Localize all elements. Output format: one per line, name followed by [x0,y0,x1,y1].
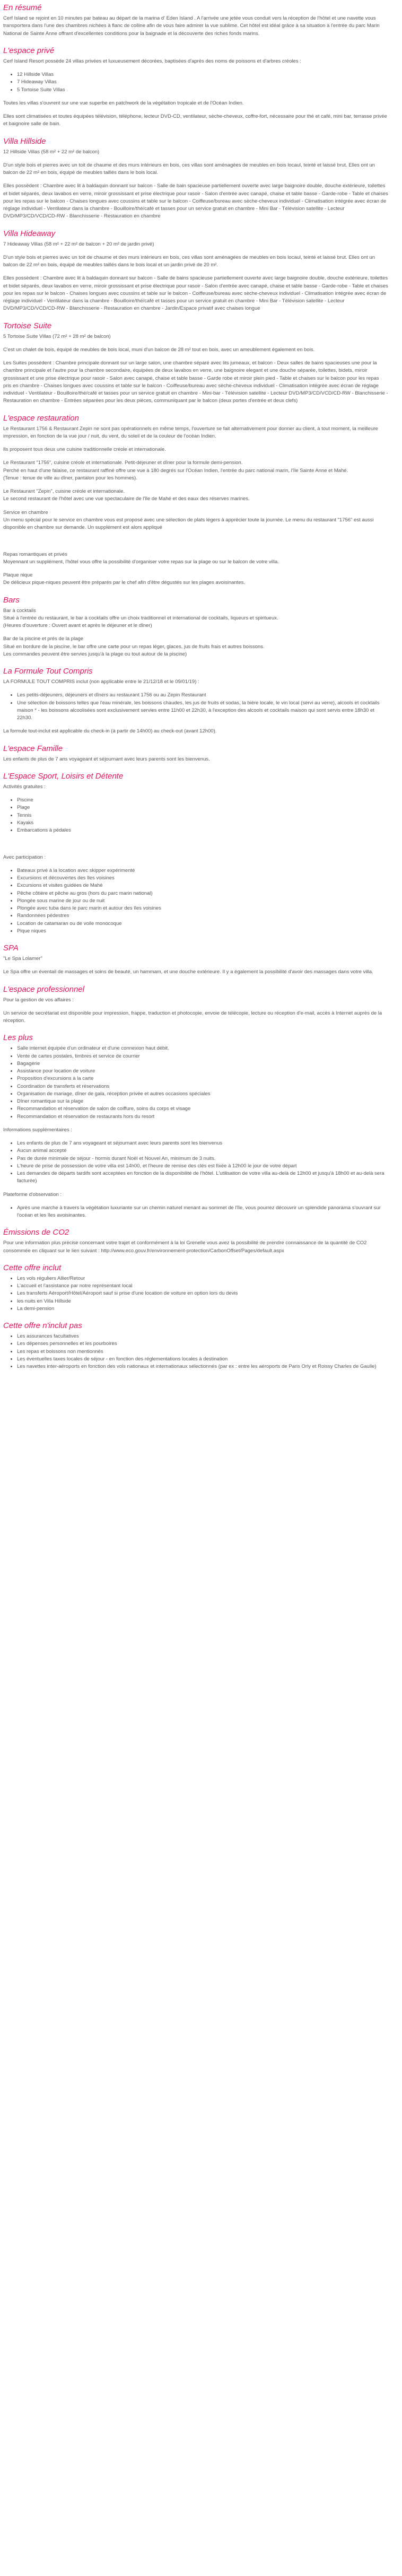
section-heading-sport: L'Espace Sport, Loisirs et Détente [3,771,124,781]
list-item: • Les repas et boissons non mentionnés [17,1348,388,1356]
list-item: • Kayaks [17,819,388,827]
section-heading-co2: Émissions de CO2 [3,1228,69,1237]
list-item: • Proposition d'excursions à la carte [17,1075,388,1082]
paragraph: Plateforme d'observation : [3,1191,62,1198]
paragraph: Service en chambre Un menu spécial pour le service en chambre vous est proposé avec une sélection de plats légers à apprécier toute la journée. Le menu du restaurant "1756" est aussi disponible en chambre sur demande. Un supplément est alors appliqué [3,509,374,530]
paragraph: D'un style bois et pierres avec un toit de chaume et des murs intérieurs en bois, ces villas sont aménagées de meubles en bois locaul, teinté et laissé brut. Elles ont un balcon de 22 m² en bois, équipé de meubles taillés dans le bois local. [3,162,375,176]
list-item: • Les petits-déjeuners, déjeuners et dîners au restaurant 1756 ou au Zepin Restaurant [17,692,388,699]
paragraph: Cerf Island Resort possède 24 villas privées et luxueusement décorées, baptisées d'après des noms de poissons et d'arbres créoles : [3,58,301,64]
list-item: • Une sélection de boissons telles que l'eau minérale, les boissons chaudes, les jus de fruits et sodas, la bière locale, le vin local (servi au verre), alcools et cocktails maison * - les boissons alcoolisées sont exclusivement servies entre 11h00 et 22h30, à l'exception des alcools et cocktails maison qui sont servis entre 18h30 et 22h30. [17,700,388,722]
paragraph: 7 Hideaway Villas (58 m² + 22 m² de balcon + 20 m² de jardin privé) [3,241,154,247]
paragraph: "Le Spa Lolamer" [3,956,42,962]
section-heading-plus: Les plus [3,1033,33,1043]
paragraph: Elles possèdent : Chambre avec lit à baldaquin donnant sur balcon - Salle de bains spacieuse partiellement ouverte avec large baignoire double, douche extérieure, toilettes et bidet séparés, deux lavabos en verre, miroir grossissant et prise électrique pour rasoir - Salon d'entrée avec canapé, chaise et table basse - Garde-robe - Table et chaises pour les repas sur le balcon - Chaises longues avec coussins et table sur le balcon - Coiffeuse/bureau avec sèche-cheveux individuel - Climatisation intégrée avec écran de réglage individuel - Ventilateur dans la chambre - Bouilloire/thé/café et tasses pour un service gratuit en chambre - Mini Bar - Télévision satellite - Lecteur DVD/MP3/CD/VCD/CD-RW - Blanchisserie - Restauration en chambre - Jardin/Espace privatif avec chaises longue [3,275,388,312]
list-item: • Piscine [17,797,388,804]
bullet-list [3,1140,388,1185]
list-item: • les nuits en Villa Hillside [17,1298,388,1305]
list-item: • Organisation de mariage, dîner de gala, réception privée et autres occasions spéciales [17,1090,388,1098]
section-heading-resume: En résumé [3,3,42,12]
paragraph: Elles sont climatisées et toutes équipées télévision, téléphone, lecteur DVD-CD, ventilateur, sèche-cheveux, coffre-fort, nécessaire pour thé et café, mini bar, terrasse privée et baignoire salle de bain. [3,113,387,127]
section-heading-tortoise-suite: Tortoise Suite [3,321,52,330]
list-item: • Location de catamaran ou de voile monocoque [17,920,388,928]
list-item: • Recommandation et réservation de salon de coiffure, soins du corps et visage [17,1105,388,1113]
paragraph: 12 Hillside Villas (58 m² + 22 m² de balcon) [3,149,100,155]
list-item: • Plongée sous marine de jour ou de nuit [17,897,388,905]
list-item: • Pas de durée minimale de séjour - hormis durant Noël et Nouvel An, minimum de 3 nuits. [17,1155,388,1163]
list-item: • Les transferts Aéroport/Hôtel/Aéroport sauf si prise d'une location de voiture en option lors du devis [17,1290,388,1297]
list-item: • L'accueil et l'assistance par notre représentant local [17,1282,388,1290]
list-item: • Recommandation et réservation de restaurants hors du resort [17,1113,388,1121]
list-item: • Plongée avec tuba dans le parc marin et autour des îles voisines [17,905,388,912]
list-item: • Les demandes de départs tardifs sont acceptées en fonction de la disponibilité de l'hôtel. L'utilisation de votre villa au-delà de 12h00 et jusqu'à 18h00 et au-delà sera facturée) [17,1170,388,1185]
list-item: • Embarcations à pédales [17,827,388,834]
paragraph: Les enfants de plus de 7 ans voyageant et séjournant avec leurs parents sont les bienvenus. [3,756,210,762]
list-item: • Assistance pour location de voiture [17,1068,388,1075]
bullet-list [3,797,388,834]
list-item: • Bagagerie [17,1060,388,1068]
paragraph: Le Restaurant "Zepin", cuisine créole et internationale. Le second restaurant de l'hôtel avec une vue spectaculaire de l'île de Mahé et des eaux des réserves marines. [3,488,250,502]
section-heading-professionnel: L'espace professionnel [3,984,84,994]
list-item: • Randonnées pédestres [17,912,388,920]
list-item: • Plage [17,804,388,811]
list-item: • Les assurances facultatives [17,1333,388,1340]
section-heading-formule: La Formule Tout Compris [3,667,93,676]
bullet-list [3,867,388,935]
section-heading-villa-hillside: Villa Hillside [3,136,46,146]
section-heading-spa: SPA [3,944,19,953]
paragraph: Le Spa offre un éventail de massages et soins de beauté, un hammam, et une douche extérieure. Il y a également la possibilité d'avoir des massages dans votre villa. [3,969,373,975]
bullet-list [3,71,388,94]
list-item: • Après une marche à travers la végétation luxuriante sur un chemin naturel menant au sommet de l'île, vous pourrez découvrir un splendide panorama s'ouvrant sur l'océan et les îles avoisinantes. [17,1204,388,1220]
paragraph: Ils proposent tous deux une cuisine traditionnelle créole et internationale. [3,447,166,452]
paragraph: Les Suites possèdent : Chambre principale donnant sur un large salon, une chambre séparé avec lits jumeaux, et balcon - Deux salles de bains spacieuses une pour la chambre principale et l'autre pour la chambre secondaire, équipées de deux lavabos en verre, une baignoire elegant et une douche séparée, toilettes, bidets, miroir grossissant et une prise électrique pour rasoir - Salon avec canapé, chaise et table basse - Garde robe et miroir plein pied - Table et chaises sur le balcon pour les repas pris en chambre - Chaises longues avec coussins et table sur le balcon - Coiffeuse/bureau avec sèche-cheveux individuel - Climatisation intégrée avec écran de réglage individuel - Ventilateur - Bouilloire/thé/café et tasses pour un service gratuit en chambre - Mini-bar - Télévision satellite - Lecteur DVD/MP3/CD/VCD/CD-RW - Blanchisserie - Restauration en chambre - Entrées séparées pour les deux pièces, communiquant par le balcon (deux portes d'entrée et deux clefs) [3,360,388,404]
list-item: • Salle internet équipée d'un ordinateur et d'une connexion haut débit. [17,1045,388,1052]
paragraph: Bar de la piscine et prés de la plage Situé en bordure de la piscine, le bar offre une carte pour un repas léger, glaces, jus de fruits frais et autres boissons. Les commandes peuvent être servies jusqu'à la plage ou tout autour de la piscine) [3,636,265,657]
paragraph: Cerf Island se rejoint en 10 minutes par bateau au départ de la marina d' Eden Island . A l'arrivée une jetée vous conduit vers la réception de l'hôtel et une navette vous transportera dans l'une des chambres nichées à flanc de colline afin de vous faire admirer la vue sublime. Cet hôtel est idéal grâce à sa situation à l'entrée du parc Marin National de Sainte Anne offrant d'excellentes conditions pour la baignade et la découverte des riches fonds marins. [3,15,380,37]
paragraph: Avec participation : [3,854,46,860]
spacer [3,537,388,545]
list-item: • Coordination de transferts et réservations [17,1083,388,1090]
list-item: • 5 Tortoise Suite Villas [17,86,388,94]
list-item: • Pique niques [17,928,388,935]
list-item: • 7 Hideaway Villas [17,78,388,86]
paragraph: Repas romantiques et privés Moyennant un supplément, l'hôtel vous offre la possibilité d'organiser votre repas sur la plage ou sur le balcon de votre villa. [3,551,279,565]
paragraph: Plaque nique De délicieux pique-niques peuvent être préparés par le chef afin d'être dégustés sur les plages avoisinantes. [3,572,245,586]
list-item: • Les enfants de plus de 7 ans voyageant et séjournant avec leurs parents sont les bienvenus [17,1140,388,1147]
list-item: • Les éventuelles taxes locales de séjour - en fonction des réglementations locales à destination [17,1356,388,1363]
list-item: • Pêche côtière et pêche au gros (hors du parc marin national) [17,890,388,897]
bullet-list [3,1333,388,1370]
paragraph: 5 Tortoise Suite Villas (72 m² + 28 m² de balcon) [3,333,111,339]
paragraph: Pour la gestion de vos affaires : [3,997,74,1003]
section-heading-espace-prive: L'espace privé [3,46,55,55]
list-item: • Les vols réguliers Allier/Retour [17,1275,388,1282]
paragraph: Informations supplémentaires : [3,1127,72,1133]
paragraph: Le Restaurant 1756 & Restaurant Zepin ne sont pas opérationnels en même temps, l'ouverture se fait alternativement pour donner au client, à tout moment, la meilleure impression, en fonction de la vue jour / nuit, du vent, du soleil et de la couleur de l'océan Indien. [3,425,378,439]
list-item: • Dîner romantique sur la plage [17,1098,388,1105]
paragraph: D'un style bois et pierres avec un toit de chaume et des murs intérieurs en bois, ces villas sont aménagées de meubles en bois locaul, teinté et laissé brut. Elles ont un balcon de 22 m² en bois, équipé de meubles taillés dans le bois local et un jardin privé de 20 m². [3,254,375,268]
paragraph: Le Restaurant "1756", cuisine créole et internationale. Petit-déjeuner et dîner pour la formule demi-pension. Perché en haut d'une falaise, ce restaurant raffiné offre une vue à 180 degrés sur l'Océan Indien, l'entrée du parc national marin, l'île Sainte Anne et Mahé. (Tenue : tenue de ville au dîner, pantalon pour les hommes). [3,460,348,481]
paragraph: C'est un chalet de bois, équipé de meubles de bois local, muni d'un balcon de 28 m² tout en bois, avec un ameublement également en bois. [3,346,315,353]
paragraph: Elles possèdent : Chambre avec lit à baldaquin donnant sur balcon - Salle de bain spacieuse partiellement ouverte avec large baignoire double, douche extérieure, toilettes et bidet séparés, deux lavabos en verre, miroir grossissant et prise électrique pour rasoir - Salon d'entrée avec canapé, chaise et table basse - Garde-robe - Table et chaises pour les repas sur le balcon - Chaises longues avec coussins et table sur le balcon - Coiffeuse/bureau avec sèche-cheveux individuel - Climatisation intégrée avec écran de réglage individuel - Ventilateur dans la chambre - Bouilloire/thé/café et tasses pour un service gratuit en chambre - Mini Bar - Télévision satellite - Lecteur DVD/MP3/CD/VCD/CD-RW - Blanchisserie - Restauration en chambre [3,183,388,220]
paragraph: Bar à cocktails Situé à l'entrée du restaurant, le bar à cocktails offre un choix traditionnel et international de cocktails, liqueurs et spiritueux. (Heures d'ouverture : Ouvert avant et après le déjeuner et le dîner) [3,607,278,628]
section-heading-restauration: L'espace restauration [3,413,79,423]
list-item: • Tennis [17,812,388,819]
bullet-list [3,692,388,722]
bullet-list [3,1045,388,1121]
section-heading-villa-hideaway: Villa Hideaway [3,229,56,238]
list-item: • Excursions et visites guidées de Mahé [17,882,388,889]
list-item: • 12 Hillside Villas [17,71,388,78]
list-item: • Bateaux privé à la location avec skipper expérimenté [17,867,388,875]
section-heading-inclut: Cette offre inclut [3,1263,62,1272]
section-heading-famille: L'espace Famille [3,744,63,753]
paragraph: La formule tout-inclut est applicable du check-in (à partir de 14h00) au check-out (avant 12h00). [3,728,217,735]
paragraph: Pour une information plus précise concernant votre trajet et conformément à la loi Grenelle vous avez la possibilité de prendre connaissance de la quantité de CO2 consommée en cliquant sur le lien suivant : http://www.eco.gouv.fr/environnement-protection/CarbonOffset/Pages/default.aspx [3,1240,367,1254]
section-heading-bars: Bars [3,595,20,605]
list-item: • Excursions et découvertes des îles voisines [17,875,388,882]
paragraph: Toutes les villas s'ouvrent sur une vue superbe en patchwork de la végétation tropicale et de l'Océan Indien. [3,100,244,106]
list-item: • Vente de cartes postales, timbres et service de courrier [17,1053,388,1060]
list-item: • Les dépenses personnelles et les pourboires [17,1340,388,1348]
bullet-list [3,1204,388,1220]
list-item: • L'heure de prise de possession de votre villa est 14h00, et l'heure de remise des clés est fixée à 12h00 le jour de votre départ [17,1163,388,1170]
list-item: • Les navettes inter-aéroports en fonction des vols nationaux et internationaux sélectionnés (par ex : entre les aéroports de Paris Orly et Roissy Charles de Gaulle) [17,1363,388,1370]
list-item: • Aucun animal accepté [17,1147,388,1155]
paragraph: LA FORMULE TOUT COMPRIS inclut (non applicable entre le 21/12/18 et le 09/01/19) : [3,679,199,685]
bullet-list [3,1275,388,1313]
paragraph: Un service de secrétariat est disponible pour impression, frappe, traduction et photocopie, envoie de télécopie, lecture ou réception d'e-mail, accès à Internet auprès de la réception. [3,1010,382,1024]
spacer [3,840,388,848]
list-item: • La demi-pension [17,1305,388,1313]
paragraph: Activités gratuites : [3,783,46,790]
section-heading-n-inclut-pas: Cette offre n'inclut pas [3,1321,82,1330]
